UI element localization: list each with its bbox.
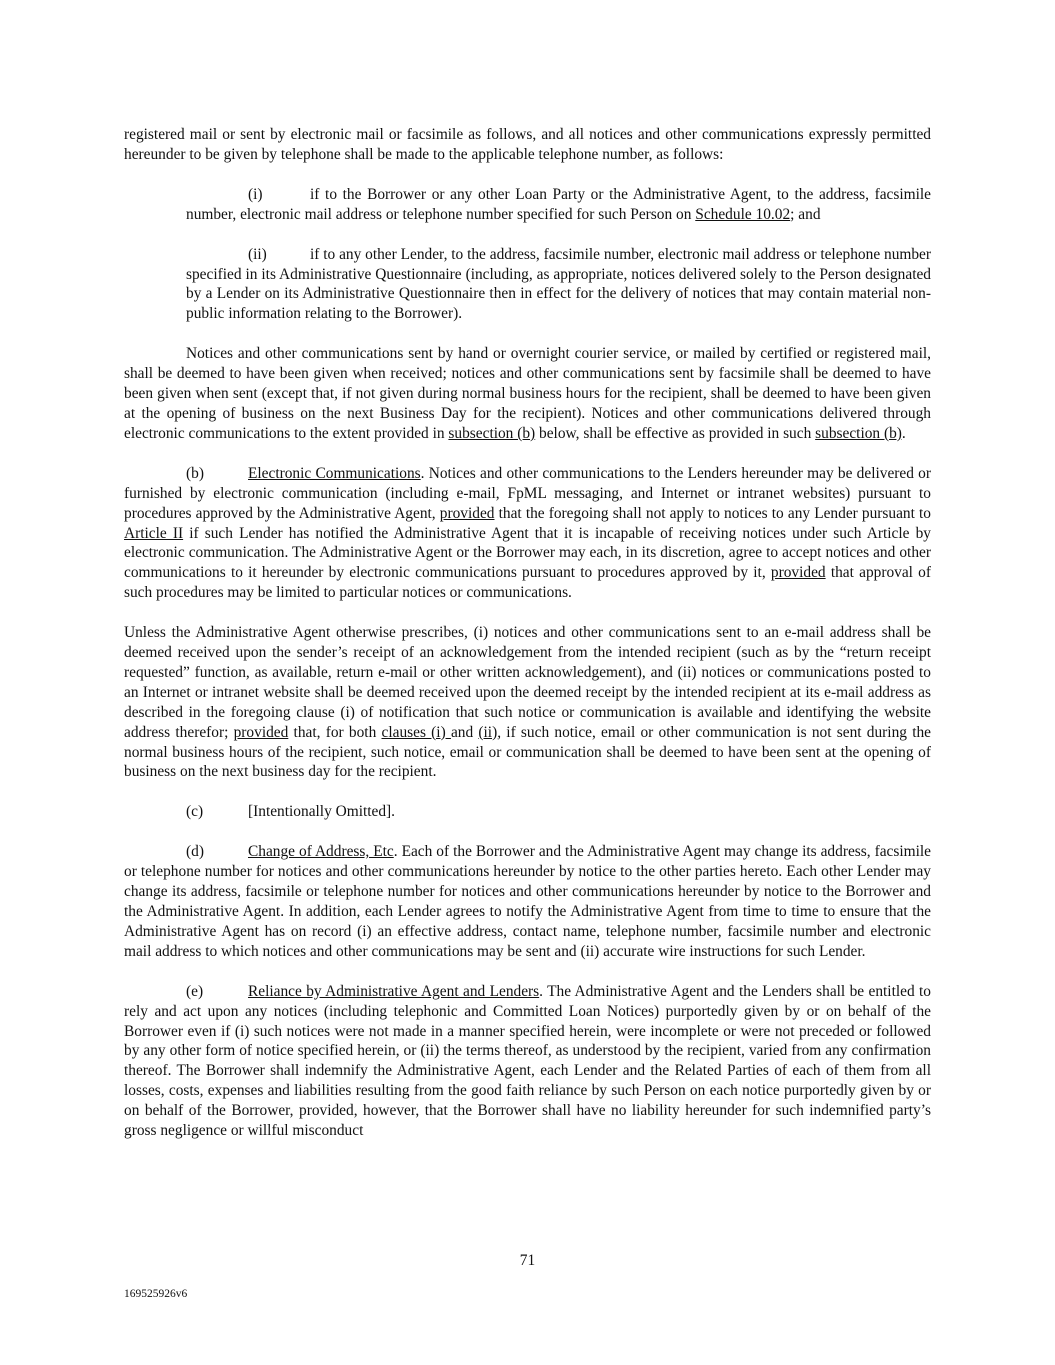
- article-ii-reference: Article II: [124, 524, 184, 542]
- clause-ii-reference: (ii): [478, 723, 498, 741]
- subsection-b-reference-2: subsection (b): [815, 424, 902, 442]
- provided-term-3: provided: [233, 723, 289, 741]
- page-number: 71: [519, 1252, 536, 1269]
- section-e-label: (e): [186, 982, 204, 1000]
- document-body: [124, 125, 931, 1141]
- unless-text: Unless the Administrative Agent otherwise prescribes, (i) notices and other communications sent to an e-mail address shall be deemed received upon the sender’s receipt of an acknowledgement from the intended recipient (such as by the “return receipt requested” function, as available, return e-mail or other written acknowledgement), and (ii) notices or communications posted to an Internet or intranet website shall be deemed received upon the deemed receipt by the intended recipient at its e-mail address as described in the foregoing clause (i) of notification that such notice or communication is available and identifying the website address therefor;: [124, 624, 931, 741]
- item-ii-text: if to any other Lender, to the address, facsimile number, electronic mail address or telephone number specified in its Administrative Questionnaire (including, as appropriate, notices delivered solely to the Person designated by a Lender on its Administrative Questionnaire then in effect for the delivery of notices that may contain material non-public information relating to the Borrower).: [186, 245, 932, 323]
- section-e-text: . The Administrative Agent and the Lenders shall be entitled to rely and act upon any notices (including telephonic and Committed Loan Notices) purportedly given by or on behalf of the Borrower even if (i) such notices were not made in a manner specified herein, were incomplete or were not preceded or followed by any other form of notice specified herein, or (ii) the terms thereof, as understood by the recipient, varied from any confirmation thereof. The Borrower shall indemnify the Administrative Agent, each Lender and the Related Parties of each of them from all losses, costs, expenses and liabilities resulting from the good faith reliance by such Person on each notice purportedly given by or on behalf of the Borrower, provided, however, that the Borrower shall have no liability hereunder for such indemnified party’s gross negligence or willful misconduct: [124, 982, 931, 1140]
- document-id: 169525926v6: [124, 1288, 188, 1300]
- section-b-heading: Electronic Communications: [248, 464, 421, 482]
- clause-i-reference: clauses (i): [381, 723, 451, 741]
- item-ii-paragraph: [186, 245, 931, 325]
- item-i-paragraph: [186, 185, 931, 225]
- section-c-label: (c): [186, 803, 204, 821]
- intro-text: registered mail or sent by electronic mail or facsimile as follows, and all notices and other communications expressly permitted hereunder to be given by telephone shall be made to the applicable telephone number, as follows:: [124, 126, 931, 163]
- item-ii-label: (ii): [248, 245, 267, 263]
- item-i-label: (i): [248, 185, 263, 203]
- section-b-text: . Notices and other communications to the Lenders hereunder may be delivered or furnished by electronic communication (including e-mail, FpML messaging, and Internet or intranet websites) pursuant to procedures approved by the Administrative Agent,: [124, 464, 931, 522]
- notices-text: Notices and other communications sent by hand or overnight courier service, or mailed by certified or registered mail, shall be deemed to have been given when received; notices and other communications sent by facsimile shall be deemed to have been given when sent (except that, if not given during normal business hours for the recipient, shall be deemed to have been given at the opening of business on the next Business Day for the recipient). Notices and other communications delivered through electronic communications to the extent provided in: [124, 345, 931, 442]
- section-e-paragraph: [124, 982, 931, 1141]
- intro-paragraph: [124, 125, 931, 165]
- section-d-label: (d): [186, 843, 204, 861]
- notices-text-end: .: [901, 424, 906, 442]
- subsection-b-reference: subsection (b): [448, 424, 536, 442]
- item-i-text: if to the Borrower or any other Loan Party or the Administrative Agent, to the address, facsimile number, electronic mail address or telephone number specified for such Person on: [186, 185, 931, 223]
- section-b-paragraph: [124, 464, 931, 603]
- section-c-paragraph: [124, 802, 931, 822]
- notices-paragraph: [124, 344, 931, 444]
- notices-text-2: below, shall be effective as provided in such: [535, 424, 816, 442]
- section-e-heading: Reliance by Administrative Agent and Lenders: [248, 982, 540, 1000]
- item-i-text-end: ; and: [790, 205, 821, 223]
- unless-paragraph: [124, 623, 931, 782]
- section-b-text-3: if such Lender has notified the Administrative Agent that it is incapable of receiving notices under such Article by electronic communication. The Administrative Agent or the Borrower may each, in its discretion, agree to accept notices and other communications to it hereunder by electronic communications pursuant to procedures approved by it,: [124, 524, 931, 582]
- unless-text-2: that, for both: [288, 723, 382, 741]
- section-d-heading: Change of Address, Etc: [248, 843, 394, 861]
- section-b-text-end: that approval of such procedures may be limited to particular notices or communications.: [124, 564, 931, 602]
- provided-term-2: provided: [770, 564, 826, 582]
- schedule-reference: Schedule 10.02: [695, 205, 791, 223]
- unless-text-3: and: [450, 723, 479, 741]
- section-b-label: (b): [186, 464, 204, 482]
- provided-term: provided: [439, 504, 495, 522]
- section-d-paragraph: [124, 842, 931, 961]
- unless-text-end: , if such notice, email or other communication is not sent during the normal business hours of the recipient, such notice, email or communication shall be deemed to have been sent at the opening of business on the next business day for the recipient.: [124, 723, 931, 781]
- section-c-text: [Intentionally Omitted].: [248, 803, 396, 821]
- section-d-text: . Each of the Borrower and the Administrative Agent may change its address, facsimile or telephone number for notices and other communications hereunder by notice to the other parties hereto. Each other Lender may change its address, facsimile or telephone number for notices and other communications hereunder by notice to the Borrower and the Administrative Agent. In addition, each Lender agrees to notify the Administrative Agent from time to time to ensure that the Administrative Agent has on record (i) an effective address, contact name, telephone number, facsimile number and electronic mail address to which notices and other communications may be sent and (ii) accurate wire instructions for such Lender.: [124, 843, 931, 960]
- section-b-text-2: that the foregoing shall not apply to notices to any Lender pursuant to: [494, 504, 931, 522]
